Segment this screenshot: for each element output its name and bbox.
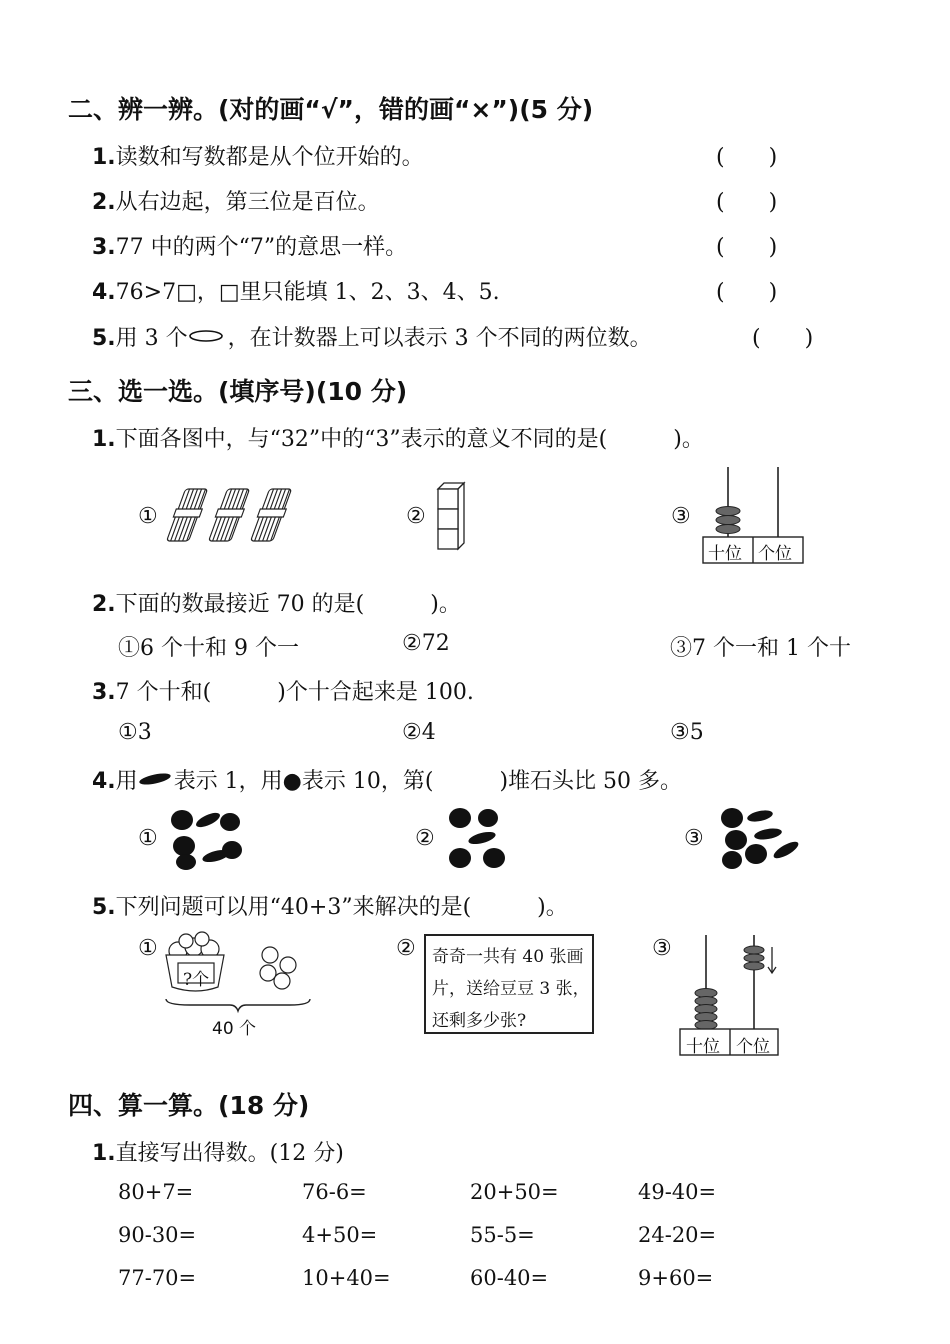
list-item	[92, 675, 474, 706]
answer-blank[interactable]: ( )	[716, 235, 778, 260]
section4-title: 四、算一算。(18 分)	[68, 1091, 310, 1120]
option-label: ③	[684, 826, 704, 851]
list-item	[92, 185, 380, 216]
question-text: 从右边起，第三位是百位。	[115, 190, 380, 215]
answer-blank[interactable]: ( )	[716, 280, 778, 305]
stones-pile-3	[712, 806, 802, 874]
question-text: 用	[115, 769, 138, 794]
question-number: 3.	[92, 235, 116, 260]
question-text: 76>7□，□里只能填 1、2、3、4、5.	[115, 280, 500, 305]
option[interactable]: ②72	[402, 631, 450, 656]
list-item	[92, 321, 652, 352]
option-label: ③	[652, 936, 672, 961]
question-number: 5.	[92, 895, 116, 920]
calc-item[interactable]: 76-6=	[302, 1180, 367, 1204]
option-label: ②	[415, 826, 435, 851]
question-number: 1.	[92, 145, 116, 170]
option-label: ②	[396, 936, 416, 961]
option[interactable]: ①6 个十和 9 个一	[118, 636, 299, 661]
option[interactable]: ③7 个一和 1 个十	[670, 636, 851, 661]
stones-pile-2	[444, 806, 514, 874]
flat-stone-icon	[138, 769, 174, 794]
section2-title: 二、辨一辨。(对的画“√”，错的画“×”)(5 分)	[68, 95, 594, 124]
question-text: 7 个十和( )个十合起来是 100.	[115, 680, 474, 705]
question-number: 2.	[92, 190, 116, 215]
question-number: 1.	[92, 1141, 116, 1166]
calc-item[interactable]: 80+7=	[118, 1180, 194, 1204]
answer-blank[interactable]: ( )	[716, 190, 778, 215]
list-item	[92, 230, 407, 261]
calc-item[interactable]: 60-40=	[470, 1266, 549, 1290]
calc-item[interactable]: 20+50=	[470, 1180, 559, 1204]
question-text: 读数和写数都是从个位开始的。	[115, 145, 424, 170]
cube-stack-illustration	[436, 481, 466, 551]
option-label: ①	[138, 504, 158, 529]
stick-bundles-illustration	[165, 485, 305, 545]
card-line: 还剩多少张?	[432, 1011, 527, 1031]
list-item	[92, 422, 704, 453]
calc-item[interactable]: 90-30=	[118, 1223, 197, 1247]
option[interactable]: ③5	[670, 720, 704, 745]
card-line: 片，送给豆豆 3 张，	[432, 979, 590, 999]
option-label: ①	[138, 936, 158, 961]
basket-label: ?个	[183, 970, 210, 990]
bead-icon	[188, 326, 228, 351]
question-text: 用 3 个	[115, 326, 188, 351]
list-item	[92, 140, 424, 171]
list-item	[92, 275, 500, 306]
answer-blank[interactable]: ( )	[752, 326, 814, 351]
question-text: 直接写出得数。(12 分)	[115, 1141, 344, 1166]
abacus-tens-label: 十位	[686, 1037, 720, 1057]
question-number: 3.	[92, 680, 116, 705]
question-text: 下面的数最接近 70 的是( )。	[115, 592, 461, 617]
calc-item[interactable]: 77-70=	[118, 1266, 197, 1290]
question-text: 77 中的两个“7”的意思一样。	[115, 235, 408, 260]
calc-item[interactable]: 49-40=	[638, 1180, 717, 1204]
list-item	[92, 890, 568, 921]
question-number: 1.	[92, 427, 116, 452]
option[interactable]: ①3	[118, 720, 152, 745]
list-item	[92, 1136, 344, 1167]
calc-item[interactable]: 10+40=	[302, 1266, 391, 1290]
list-item	[92, 587, 461, 618]
question-text: ，在计数器上可以表示 3 个不同的两位数。	[227, 326, 652, 351]
question-number: 4.	[92, 280, 116, 305]
section3-title: 三、选一选。(填序号)(10 分)	[68, 377, 408, 406]
stones-pile-1	[168, 808, 248, 872]
option-label: ②	[406, 504, 426, 529]
abacus-ones-label: 个位	[758, 544, 792, 564]
option-label: ③	[671, 504, 691, 529]
calc-item[interactable]: 24-20=	[638, 1223, 717, 1247]
list-item	[92, 764, 682, 795]
question-text: 表示 1，用●表示 10，第( )堆石头比 50 多。	[173, 769, 683, 794]
question-text: 下列问题可以用“40+3”来解决的是( )。	[115, 895, 568, 920]
question-number: 2.	[92, 592, 116, 617]
calc-item[interactable]: 4+50=	[302, 1223, 378, 1247]
question-number: 4.	[92, 769, 116, 794]
calc-item[interactable]: 9+60=	[638, 1266, 714, 1290]
option[interactable]: ②4	[402, 720, 436, 745]
question-number: 5.	[92, 326, 116, 351]
calc-item[interactable]: 55-5=	[470, 1223, 535, 1247]
brace-label: 40 个	[212, 1019, 257, 1039]
option-label: ①	[138, 826, 158, 851]
card-line: 奇奇一共有 40 张画	[432, 947, 584, 967]
abacus-ones-label: 个位	[736, 1037, 770, 1057]
answer-blank[interactable]: ( )	[716, 145, 778, 170]
question-text: 下面各图中，与“32”中的“3”表示的意义不同的是( )。	[115, 427, 704, 452]
abacus-tens-label: 十位	[708, 544, 742, 564]
